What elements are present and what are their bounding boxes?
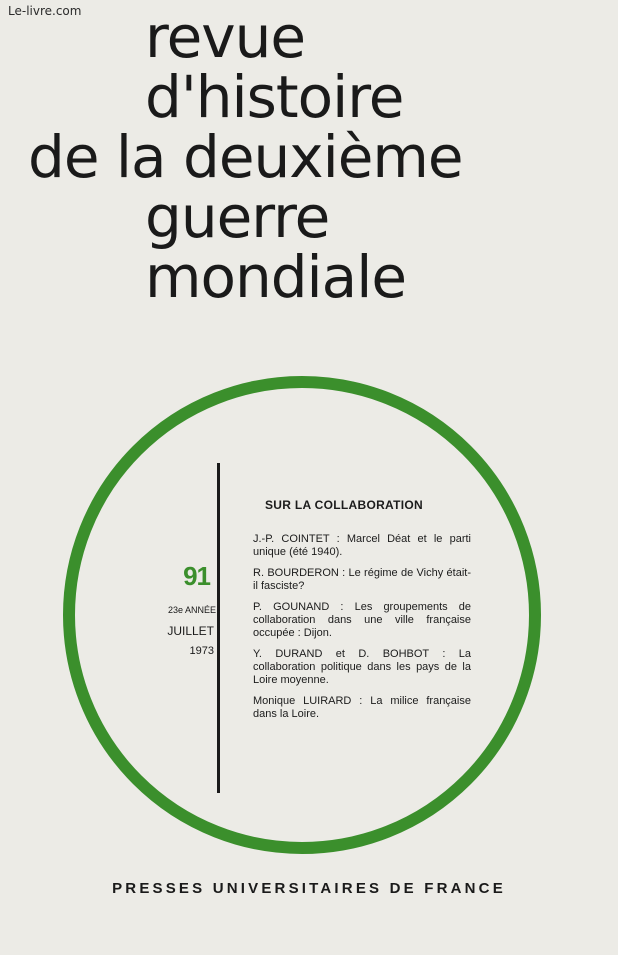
title-line-3: de la deuxième (28, 123, 463, 191)
vertical-divider (217, 463, 220, 793)
contents-entry: J.-P. COINTET : Marcel Déat et le parti unique (été 1940). (253, 533, 471, 558)
journal-title (0, 0, 618, 350)
watermark: Le-livre.com (8, 4, 82, 18)
issue-month: JUILLET (167, 624, 214, 638)
title-line-5: mondiale (145, 243, 407, 311)
contents-entry: Y. DURAND et D. BOHBOT : La collaboration politique dans les pays de la Loire moyenne. (253, 648, 471, 686)
title-line-4: guerre (145, 183, 330, 251)
issue-year-label: 23e ANNÉE (167, 605, 216, 615)
contents-entry: Monique LUIRARD : La milice française dans la Loire. (253, 695, 471, 720)
contents-entry: P. GOUNAND : Les groupements de collaboration dans une ville française occupée : Dijon. (253, 601, 471, 639)
title-line-2: d'histoire (145, 63, 404, 131)
issue-number: 91 (183, 561, 210, 591)
section-title: SUR LA COLLABORATION (265, 498, 423, 512)
title-line-1: revue (145, 3, 306, 71)
table-of-contents (253, 498, 471, 729)
publisher-name: PRESSES UNIVERSITAIRES DE FRANCE (112, 880, 506, 897)
issue-year: 1973 (189, 645, 214, 657)
contents-entry: R. BOURDERON : Le régime de Vichy était-il fasciste? (253, 567, 471, 592)
